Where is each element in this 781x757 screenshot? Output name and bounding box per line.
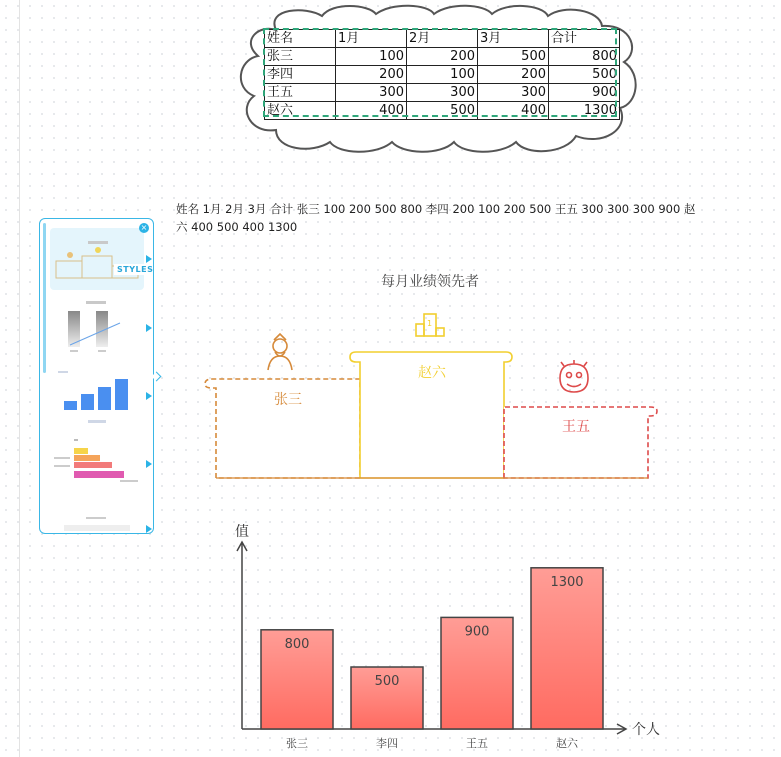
- table-cell[interactable]: 400: [478, 102, 549, 120]
- play-icon[interactable]: [146, 525, 152, 533]
- table-cell[interactable]: 王五: [265, 84, 336, 102]
- style-option-podium[interactable]: [50, 228, 154, 290]
- podium-title[interactable]: 每月业绩领先者: [381, 274, 479, 290]
- svg-text:1: 1: [427, 319, 433, 328]
- table-header-cell[interactable]: 3月: [478, 30, 549, 48]
- styles-panel[interactable]: [39, 218, 154, 534]
- table-cell[interactable]: 900: [549, 84, 620, 102]
- table-header-row: [265, 30, 620, 48]
- y-axis-label: 值: [235, 524, 249, 540]
- play-icon[interactable]: [146, 460, 152, 468]
- bar-value-label: 1300: [550, 574, 584, 590]
- table-row: [265, 84, 620, 102]
- table-cell[interactable]: 张三: [265, 48, 336, 66]
- panel-scrollbar[interactable]: [43, 223, 46, 373]
- table-cell[interactable]: 赵六: [265, 102, 336, 120]
- table-cell[interactable]: 100: [407, 66, 478, 84]
- bar-value-label: 900: [464, 624, 490, 640]
- table-header-cell[interactable]: 2月: [407, 30, 478, 48]
- style-option-partial[interactable]: [50, 501, 144, 531]
- table-cell[interactable]: 300: [336, 84, 407, 102]
- lion-head-icon: [560, 360, 588, 392]
- podium-first-name[interactable]: 赵六: [418, 365, 446, 381]
- table-cell[interactable]: 800: [549, 48, 620, 66]
- table-header-cell[interactable]: 1月: [336, 30, 407, 48]
- table-header-cell[interactable]: 合计: [549, 30, 620, 48]
- table-cell[interactable]: 100: [336, 48, 407, 66]
- table-row: [265, 102, 620, 120]
- x-tick-label: 王五: [466, 737, 488, 750]
- elder-icon: [268, 334, 292, 370]
- bar-series: [261, 568, 603, 750]
- table-row: [265, 48, 620, 66]
- horizontal-bar-thumbnail-icon: [50, 433, 144, 495]
- table-cell[interactable]: 500: [478, 48, 549, 66]
- blue-bar-thumbnail-icon: [50, 365, 144, 427]
- gray-bar-thumbnail-icon: [50, 297, 144, 359]
- bar-chart[interactable]: [220, 515, 670, 755]
- play-icon[interactable]: [146, 255, 152, 263]
- trophy-icon: [416, 314, 444, 336]
- table-cell[interactable]: 200: [407, 48, 478, 66]
- play-icon[interactable]: [146, 324, 152, 332]
- table-header-cell[interactable]: 姓名: [265, 30, 336, 48]
- table-cell[interactable]: 200: [336, 66, 407, 84]
- table-row: [265, 66, 620, 84]
- style-option-horizontal-bars[interactable]: [50, 433, 144, 495]
- panel-close-icon[interactable]: ×: [140, 223, 148, 232]
- style-option-blue-bars[interactable]: [50, 365, 144, 427]
- play-icon[interactable]: [146, 392, 152, 400]
- table-cell[interactable]: 400: [336, 102, 407, 120]
- data-table[interactable]: [264, 29, 620, 120]
- bar-4[interactable]: [531, 568, 603, 729]
- partial-thumbnail-icon: [50, 501, 144, 531]
- table-cell[interactable]: 200: [478, 66, 549, 84]
- styles-label: STYLES: [114, 264, 154, 275]
- podium-second-name[interactable]: 张三: [274, 392, 302, 408]
- bar-value-label: 800: [284, 636, 310, 652]
- table-cell[interactable]: 1300: [549, 102, 620, 120]
- x-tick-label: 李四: [376, 737, 398, 750]
- podium-thumbnail-icon: [50, 228, 144, 290]
- table-cell[interactable]: 300: [478, 84, 549, 102]
- table-cell[interactable]: 300: [407, 84, 478, 102]
- table-cell[interactable]: 500: [407, 102, 478, 120]
- canvas-left-rule: [19, 0, 20, 757]
- podium-third-name[interactable]: 王五: [562, 419, 590, 435]
- x-axis-label: 个人: [632, 722, 660, 738]
- x-tick-label: 赵六: [556, 737, 578, 750]
- x-tick-label: 张三: [286, 737, 308, 750]
- style-option-gray-bars[interactable]: [50, 297, 144, 359]
- table-cell[interactable]: 李四: [265, 66, 336, 84]
- table-cell[interactable]: 500: [549, 66, 620, 84]
- bar-value-label: 500: [374, 674, 400, 689]
- raw-text-block[interactable]: 姓名 1月 2月 3月 合计 张三 100 200 500 800 李四 200 100 200 500 王五 300 300 300 900 赵六 400 500 400 1300: [176, 202, 696, 234]
